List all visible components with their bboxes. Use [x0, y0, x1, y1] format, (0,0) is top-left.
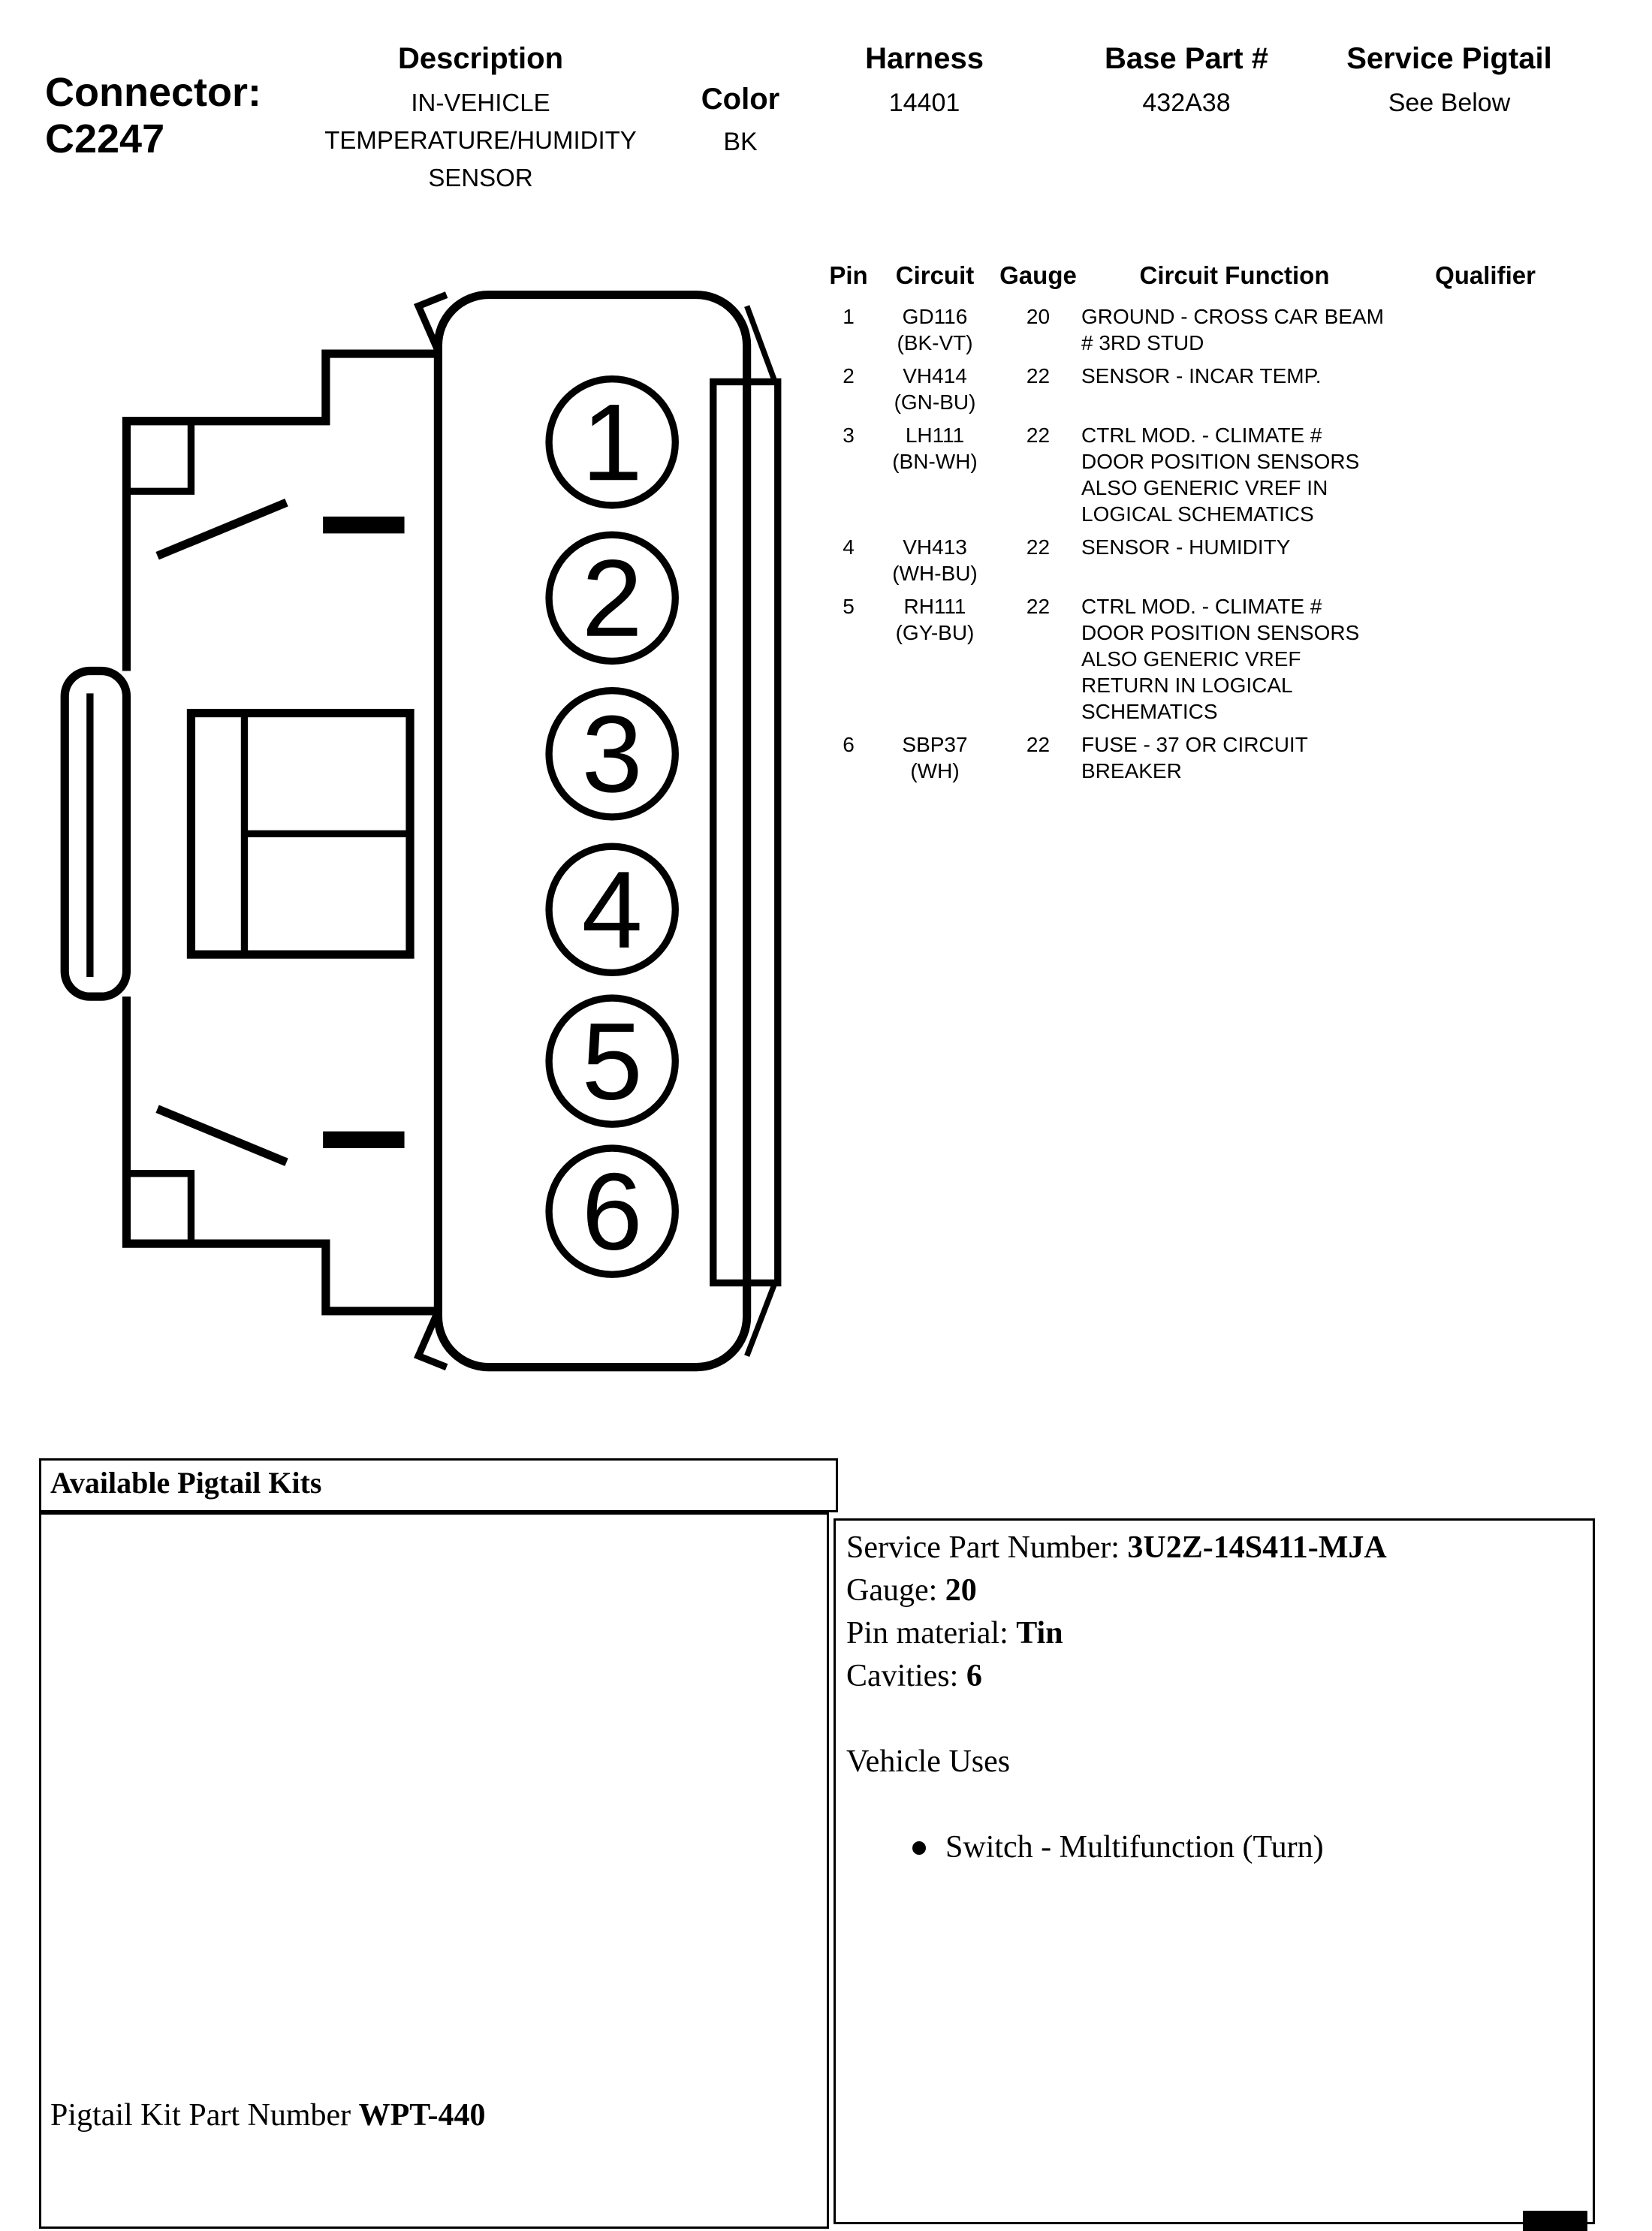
cavity-number: 5 [581, 999, 643, 1123]
circuit-function: CTRL MOD. - CLIMATE # DOOR POSITION SENSORS ALSO GENERIC VREF IN LOGICAL SCHEMATICS [1081, 424, 1360, 526]
harness-value: 14401 [888, 89, 960, 117]
pin-number: 6 [843, 733, 855, 756]
service-part-number-value: 3U2Z-14S411-MJA [1127, 1530, 1387, 1565]
table-row [822, 731, 1573, 784]
service-pigtail-value: See Below [1388, 89, 1511, 117]
base-part-value: 432A38 [1142, 89, 1231, 117]
circuit-function: CTRL MOD. - CLIMATE # DOOR POSITION SENSORS ALSO GENERIC VREF RETURN IN LOGICAL SCHEMATICS [1081, 595, 1360, 723]
cavities-line [846, 1655, 1593, 1698]
circuit-code: SBP37 [902, 733, 968, 756]
cavity-number: 2 [581, 536, 643, 659]
mount-clip [65, 671, 126, 997]
wire-color-code: (WH) [910, 759, 960, 782]
cavity-number: 4 [581, 848, 643, 971]
cavity-number: 6 [581, 1150, 643, 1273]
cavities-label: Cavities: [846, 1659, 959, 1693]
circuit-header: Circuit [895, 261, 975, 289]
harness-column-header: Harness [865, 42, 984, 75]
gauge-value: 22 [1026, 733, 1051, 756]
pigtail-kit-part-label: Pigtail Kit Part Number [50, 2098, 351, 2133]
pin-number: 4 [843, 535, 855, 559]
circuit-code: VH413 [903, 535, 967, 559]
table-row [822, 422, 1573, 527]
pin-material-value: Tin [1016, 1616, 1063, 1651]
pin-number: 3 [843, 424, 855, 447]
service-part-number-line [846, 1527, 1593, 1569]
base-part-column-header: Base Part # [1105, 42, 1268, 75]
bullet-icon [912, 1841, 926, 1855]
pin-header: Pin [829, 261, 868, 289]
cavities-value: 6 [966, 1659, 982, 1693]
circuit-function: SENSOR - HUMIDITY [1081, 535, 1291, 559]
cavity-number: 3 [581, 692, 643, 816]
pin-material-line [846, 1612, 1593, 1655]
circuit-cell [875, 303, 995, 356]
circuit-code: RH111 [903, 595, 966, 618]
pin-number: 1 [843, 305, 855, 328]
circuit-cell [875, 593, 995, 646]
cavity-number: 1 [581, 381, 643, 504]
pin-table [822, 261, 1573, 791]
connector-number: C2247 [45, 116, 165, 161]
wire-color-code: (GY-BU) [895, 621, 975, 644]
table-row [822, 303, 1573, 356]
pin-material-label: Pin material: [846, 1616, 1008, 1651]
gauge-value: 22 [1026, 595, 1051, 618]
pigtail-kit-box [39, 1512, 829, 2229]
circuit-function: SENSOR - INCAR TEMP. [1081, 364, 1322, 387]
table-row [822, 363, 1573, 415]
circuit-code: VH414 [903, 364, 967, 387]
available-pigtail-kits-title: Available Pigtail Kits [50, 1466, 322, 1500]
housing-step [126, 1174, 191, 1244]
wire-color-code: (WH-BU) [892, 562, 978, 585]
circuit-cell [875, 422, 995, 475]
table-row [822, 593, 1573, 725]
pin-table-header [822, 261, 1573, 290]
gauge-value: 22 [1026, 535, 1051, 559]
circuit-function: GROUND - CROSS CAR BEAM # 3RD STUD [1081, 305, 1384, 354]
pin-number: 5 [843, 595, 855, 618]
description-column-header: Description [397, 42, 564, 75]
available-pigtail-kits-header [39, 1458, 838, 1512]
gauge-value: 22 [1026, 424, 1051, 447]
circuit-function: FUSE - 37 OR CIRCUIT BREAKER [1081, 733, 1308, 782]
qualifier-header: Qualifier [1435, 261, 1536, 289]
housing-outline-bottom [126, 996, 438, 1311]
wire-color-code: (BN-WH) [892, 450, 978, 473]
latch-line [158, 1109, 287, 1162]
circuit-code: LH111 [905, 424, 965, 447]
description-value: IN-VEHICLE TEMPERATURE/HUMIDITY SENSOR [324, 89, 637, 191]
gauge-value: 20 [945, 1573, 977, 1608]
circuit-function-header: Circuit Function [1139, 261, 1330, 289]
vehicle-use-item [846, 1826, 1593, 1869]
service-part-box [834, 1518, 1595, 2224]
bottom-edge-artifact [1523, 2211, 1587, 2231]
table-row [822, 534, 1573, 586]
vehicle-use-label: Switch - Multifunction (Turn) [945, 1830, 1324, 1865]
service-pigtail-column-header: Service Pigtail [1346, 42, 1552, 75]
service-part-number-label: Service Part Number: [846, 1530, 1120, 1565]
housing-outline-top [126, 354, 438, 671]
latch-line [158, 502, 287, 556]
circuit-cell [875, 534, 995, 586]
gauge-value: 20 [1026, 305, 1051, 328]
connector-title [45, 69, 261, 162]
wire-color-code: (GN-BU) [894, 390, 976, 414]
pigtail-kit-part-line [50, 2097, 485, 2133]
circuit-cell [875, 363, 995, 415]
connector-drawing [56, 278, 807, 1397]
circuit-cell [875, 731, 995, 784]
wire-color-code: (BK-VT) [897, 331, 973, 354]
color-column-header: Color [701, 83, 780, 116]
pin-number: 2 [843, 364, 855, 387]
color-value: BK [723, 128, 758, 156]
circuit-code: GD116 [902, 305, 968, 328]
pigtail-kit-part-number: WPT-440 [358, 2098, 486, 2133]
gauge-header: Gauge [999, 261, 1077, 289]
connector-label: Connector: [45, 70, 261, 115]
gauge-label: Gauge: [846, 1573, 938, 1608]
gauge-value: 22 [1026, 364, 1051, 387]
vehicle-uses-title: Vehicle Uses [846, 1744, 1011, 1779]
housing-step [126, 421, 191, 491]
gauge-line [846, 1569, 1593, 1612]
